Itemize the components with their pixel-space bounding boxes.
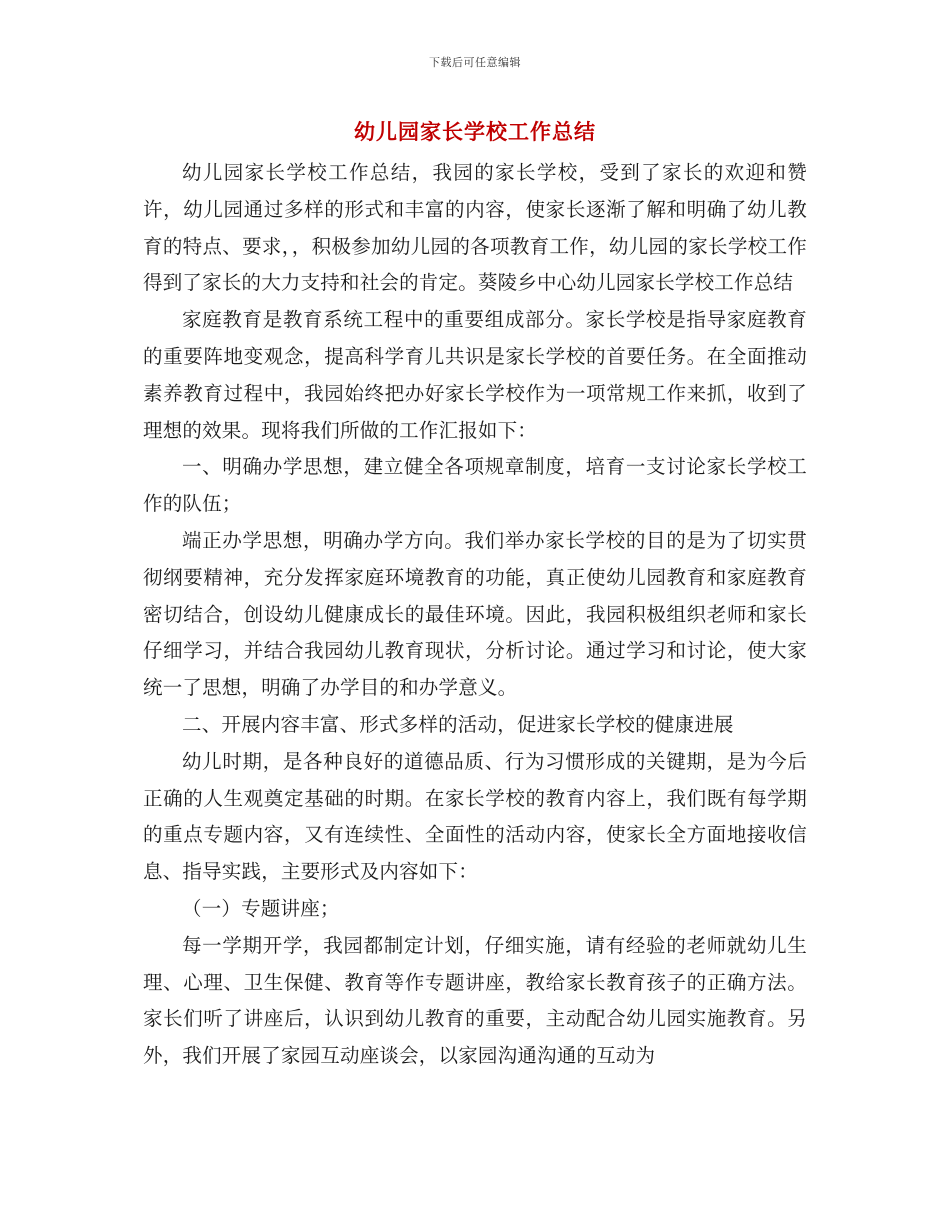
header-note: 下载后可任意编辑 <box>429 56 521 69</box>
paragraph: 每一学期开学，我园都制定计划，仔细实施，请有经验的老师就幼儿生理、心理、卫生保健、教育等作专题讲座，教给家长教育孩子的正确方法。家长们听了讲座后，认识到幼儿教育的重要，主动配合幼儿园实施教育。另外，我们开展了家园互动座谈会，以家园沟通沟通的互动为 <box>143 933 807 1068</box>
section-heading: 二、开展内容丰富、形式多样的活动，促进家长学校的健康进展 <box>182 712 734 736</box>
paragraph: 家庭教育是教育系统工程中的重要组成部分。家长学校是指导家庭教育的重要阵地变观念，提高科学育儿共识是家长学校的首要任务。在全面推动素养教育过程中，我园始终把办好家长学校作为一项常规工作来抓，收到了理想的效果。现将我们所做的工作汇报如下： <box>143 308 807 442</box>
document-body <box>143 155 807 1075</box>
document-title: 幼儿园家长学校工作总结 <box>354 119 596 144</box>
subsection-heading: （一）专题讲座； <box>182 896 340 920</box>
section-heading: 一、明确办学思想，建立健全各项规章制度，培育一支讨论家长学校工作的队伍； <box>143 455 807 516</box>
paragraph: 端正办学思想，明确办学方向。我们举办家长学校的目的是为了切实贯彻纲要精神，充分发挥家庭环境教育的功能，真正使幼儿园教育和家庭教育密切结合，创设幼儿健康成长的最佳环境。因此，我园积极组织老师和家长仔细学习，并结合我园幼儿教育现状，分析讨论。通过学习和讨论，使大家统一了思想，明确了办学目的和办学意义。 <box>143 528 807 700</box>
paragraph: 幼儿园家长学校工作总结，我园的家长学校，受到了家长的欢迎和赞许，幼儿园通过多样的形式和丰富的内容，使家长逐渐了解和明确了幼儿教育的特点、要求，，积极参加幼儿园的各项教育工作，幼儿园的家长学校工作得到了家长的大力支持和社会的肯定。葵陵乡中心幼儿园家长学校工作总结 <box>143 161 807 295</box>
paragraph: 幼儿时期，是各种良好的道德品质、行为习惯形成的关键期，是为今后正确的人生观奠定基础的时期。在家长学校的教育内容上，我们既有每学期的重点专题内容，又有连续性、全面性的活动内容，使家长全方面地接收信息、指导实践，主要形式及内容如下： <box>143 749 807 884</box>
